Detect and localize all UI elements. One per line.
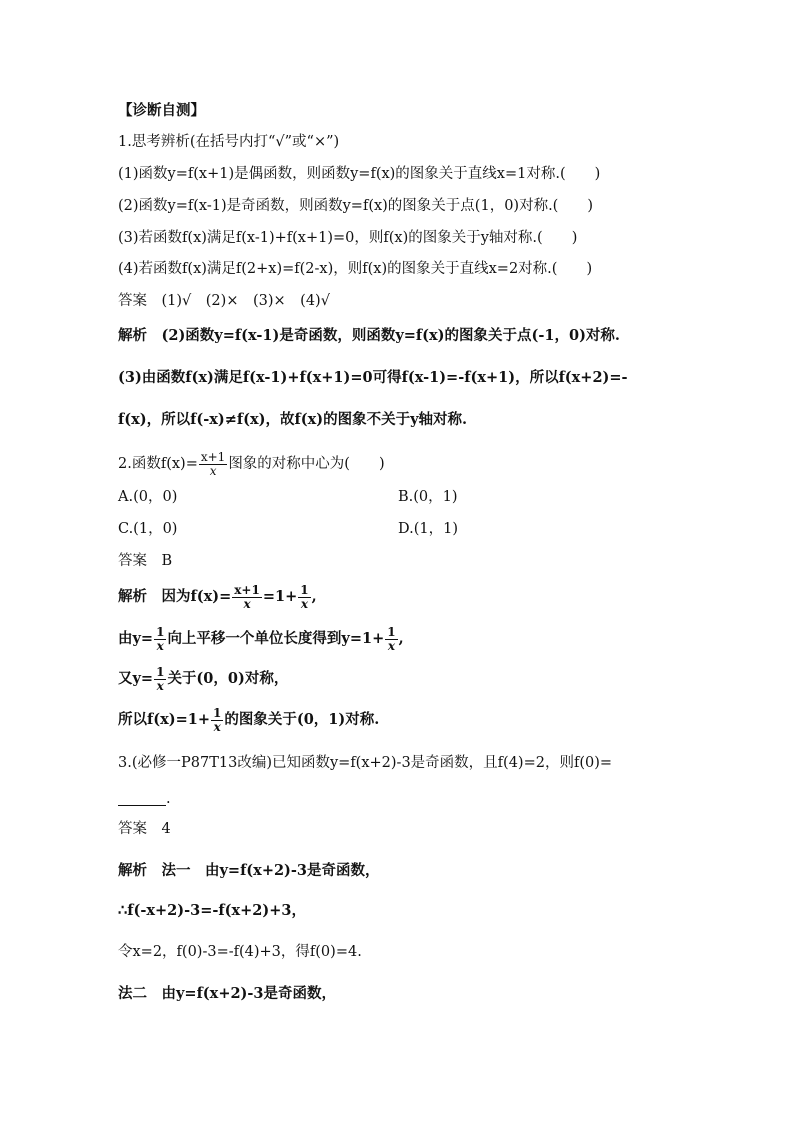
- q3-stem: 3.(必修一P87T13改编)已知函数y=f(x+2)-3是奇函数，且f(4)=2，则f(0)=: [118, 755, 613, 771]
- q2-analysis-text: 又y=: [118, 670, 154, 687]
- q2-analysis-text: 所以f(x)=1+: [118, 711, 210, 728]
- q3-answer: 答案 4: [118, 821, 171, 837]
- q2-analysis-line-3: [118, 662, 288, 696]
- q3-analysis-line-3: 令x=2，f(0)-3=-f(4)+3，得f(0)=4.: [118, 944, 362, 960]
- q2-option-c: C.(1，0): [118, 521, 178, 537]
- q2-fraction-denominator: x: [209, 463, 217, 478]
- q1-item-1: (1)函数y=f(x+1)是偶函数，则函数y=f(x)的图象关于直线x=1对称.( ): [118, 166, 601, 182]
- reciprocal-fraction: [154, 626, 166, 653]
- fraction-numerator: 1: [156, 624, 165, 639]
- q1-item-2: (2)函数y=f(x-1)是奇函数，则函数y=f(x)的图象关于点(1，0)对称.( ): [118, 198, 593, 214]
- q1-analysis-line-2: (3)由函数f(x)满足f(x-1)+f(x+1)=0可得f(x-1)=-f(x+1)，所以f(x+2)=-: [118, 369, 628, 386]
- answer-blank-period: .: [166, 791, 171, 807]
- reciprocal-fraction: [385, 626, 397, 653]
- q2-analysis-text: 由y=: [118, 630, 154, 647]
- q1-answer: 答案 (1)√ (2)× (3)× (4)√: [118, 293, 330, 309]
- q1-analysis-line-3: f(x)，所以f(-x)≠f(x)，故f(x)的图象不关于y轴对称.: [118, 411, 468, 428]
- q3-analysis-line-1: 解析 法一 由y=f(x+2)-3是奇函数，: [118, 862, 380, 879]
- fraction-numerator: 1: [387, 624, 396, 639]
- q2-analysis-text: 解析 因为f(x)=: [118, 588, 232, 605]
- q2-fraction: [199, 451, 227, 478]
- q2-analysis-text: =1+: [262, 588, 298, 605]
- q2-analysis-line-4: [118, 703, 379, 737]
- q1-analysis-line-1: 解析 (2)函数y=f(x-1)是奇函数，则函数y=f(x)的图象关于点(-1，0)对称.: [118, 327, 620, 344]
- q2-analysis-text: ,: [398, 630, 404, 647]
- q1-item-4: (4)若函数f(x)满足f(2+x)=f(2-x)，则f(x)的图象关于直线x=2对称.( ): [118, 261, 593, 277]
- fraction-denominator: x: [156, 638, 164, 653]
- q1-stem: 1.思考辨析(在括号内打“√”或“×”): [118, 134, 340, 150]
- fraction-denominator: x: [156, 678, 164, 693]
- reciprocal-fraction: [154, 666, 166, 693]
- q2-stem-after: 图象的对称中心为( ): [228, 456, 385, 472]
- fraction-numerator: 1: [213, 705, 222, 720]
- q2-stem: [118, 449, 385, 479]
- fraction-numerator: 1: [156, 664, 165, 679]
- fraction-denominator: x: [300, 596, 308, 611]
- q2-analysis-line-2: [118, 622, 404, 656]
- q2-stem-before: 2.函数f(x)=: [118, 456, 198, 472]
- q2-fraction-denominator: x: [243, 596, 251, 611]
- q2-analysis-text: 的图象关于(0，1)对称.: [224, 711, 380, 728]
- q2-fraction-numerator: x+1: [200, 449, 226, 464]
- q2-analysis-text: ,: [311, 588, 317, 605]
- q2-analysis-text: 向上平移一个单位长度得到y=1+: [167, 630, 385, 647]
- fraction-denominator: x: [387, 638, 395, 653]
- q2-option-d: D.(1，1): [398, 521, 458, 537]
- fraction-denominator: x: [213, 719, 221, 734]
- q2-fraction: [232, 584, 262, 611]
- q2-analysis-text: 关于(0，0)对称，: [167, 670, 289, 687]
- reciprocal-fraction: [298, 584, 310, 611]
- q2-analysis-line-1: [118, 580, 317, 614]
- section-title: 【诊断自测】: [118, 102, 205, 119]
- q1-item-3: (3)若函数f(x)满足f(x-1)+f(x+1)=0，则f(x)的图象关于y轴对称.( ): [118, 230, 578, 246]
- q3-analysis-line-4: 法二 由y=f(x+2)-3是奇函数，: [118, 985, 337, 1002]
- answer-blank: [118, 805, 166, 806]
- q3-analysis-line-2: ∴f(-x+2)-3=-f(x+2)+3，: [118, 902, 306, 919]
- q2-option-a: A.(0，0): [118, 489, 178, 505]
- q2-answer: 答案 B: [118, 553, 173, 569]
- fraction-numerator: 1: [300, 582, 309, 597]
- reciprocal-fraction: [211, 707, 223, 734]
- q2-option-b: B.(0，1): [398, 489, 458, 505]
- q2-fraction-numerator: x+1: [234, 582, 260, 597]
